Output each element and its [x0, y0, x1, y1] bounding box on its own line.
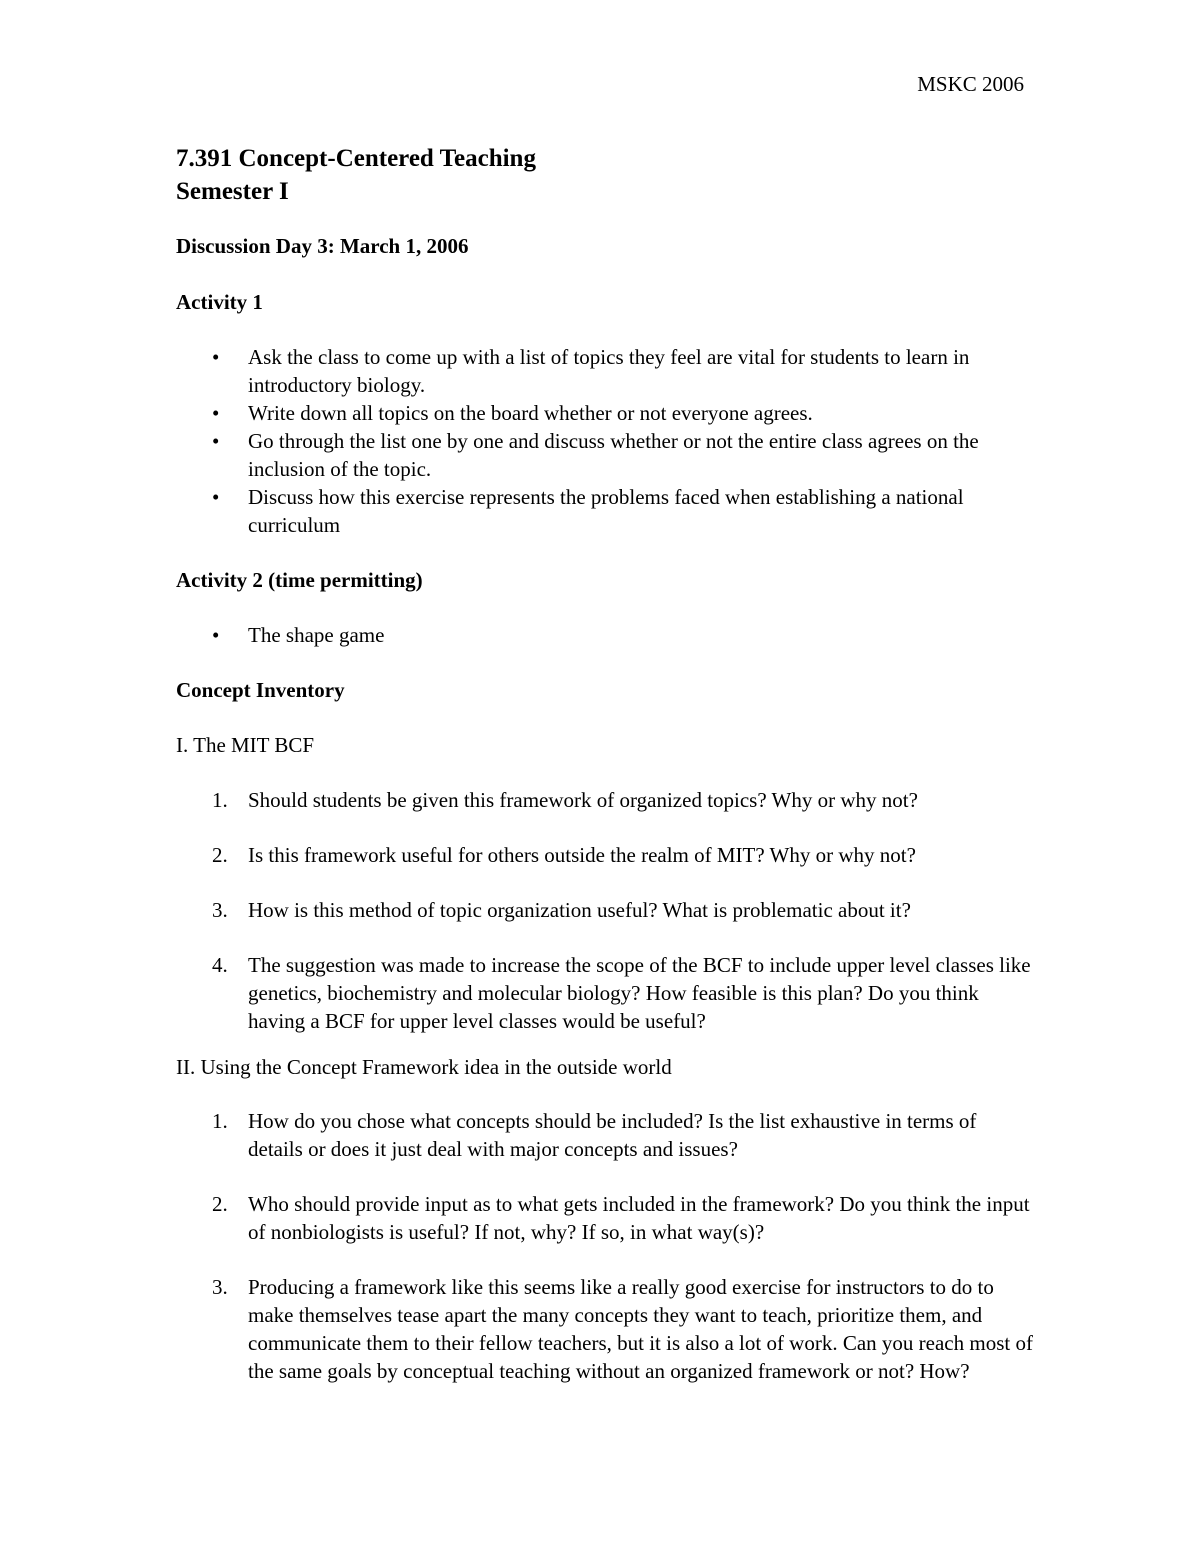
bullet-icon: • [212, 623, 220, 647]
list-item: 3. How is this method of topic organization useful? What is problematic about it? [212, 898, 911, 922]
concept-inventory-heading: Concept Inventory [176, 678, 345, 702]
list-item: • Discuss how this exercise represents the problems faced when establishing a national curriculum [212, 485, 964, 537]
course-title: 7.391 Concept-Centered Teaching [176, 145, 536, 172]
section2-title: II. Using the Concept Framework idea in the outside world [176, 1055, 672, 1079]
activity2-heading: Activity 2 (time permitting) [176, 568, 423, 592]
list-item: 1. Should students be given this framework of organized topics? Why or why not? [212, 788, 918, 812]
list-item: 3. Producing a framework like this seems like a really good exercise for instructors to do to make themselves tease apart the many concepts they want to teach, prioritize them, and communicate them to their fellow teachers, but it is also a lot of work. Can you reach most of the same goals by conceptual teaching without an organized framework or not? How? [212, 1275, 1033, 1383]
activity1-list [176, 343, 1036, 539]
activity2-list [176, 621, 1036, 649]
list-item: 2. Who should provide input as to what gets included in the framework? Do you think the input of nonbiologists is useful? If not, why? If so, in what way(s)? [212, 1192, 1030, 1244]
semester-title: Semester I [176, 178, 289, 205]
header-code: MSKC 2006 [917, 72, 1024, 96]
list-item: • Ask the class to come up with a list of topics they feel are vital for students to learn in introductory biology. [212, 345, 970, 397]
bullet-icon: • [212, 485, 220, 509]
discussion-day-heading: Discussion Day 3: March 1, 2006 [176, 234, 469, 258]
section2-questions [176, 1107, 1036, 1412]
list-item: • Write down all topics on the board whether or not everyone agrees. [212, 401, 813, 425]
section1-questions [176, 786, 1036, 1062]
list-item: 4. The suggestion was made to increase the scope of the BCF to include upper level classes like genetics, biochemistry and molecular biology? How feasible is this plan? Do you think having a BCF for upper level classes would be useful? [212, 953, 1031, 1033]
list-item: 2. Is this framework useful for others outside the realm of MIT? Why or why not? [212, 843, 916, 867]
section1-title: I. The MIT BCF [176, 733, 315, 757]
activity1-heading: Activity 1 [176, 290, 263, 314]
list-item: • Go through the list one by one and discuss whether or not the entire class agrees on the inclusion of the topic. [212, 429, 979, 481]
list-item: • The shape game [212, 623, 385, 647]
bullet-icon: • [212, 345, 220, 369]
bullet-icon: • [212, 401, 220, 425]
list-item: 1. How do you chose what concepts should be included? Is the list exhaustive in terms of details or does it just deal with major concepts and issues? [212, 1109, 977, 1161]
document-title [176, 142, 536, 208]
bullet-icon: • [212, 429, 220, 453]
